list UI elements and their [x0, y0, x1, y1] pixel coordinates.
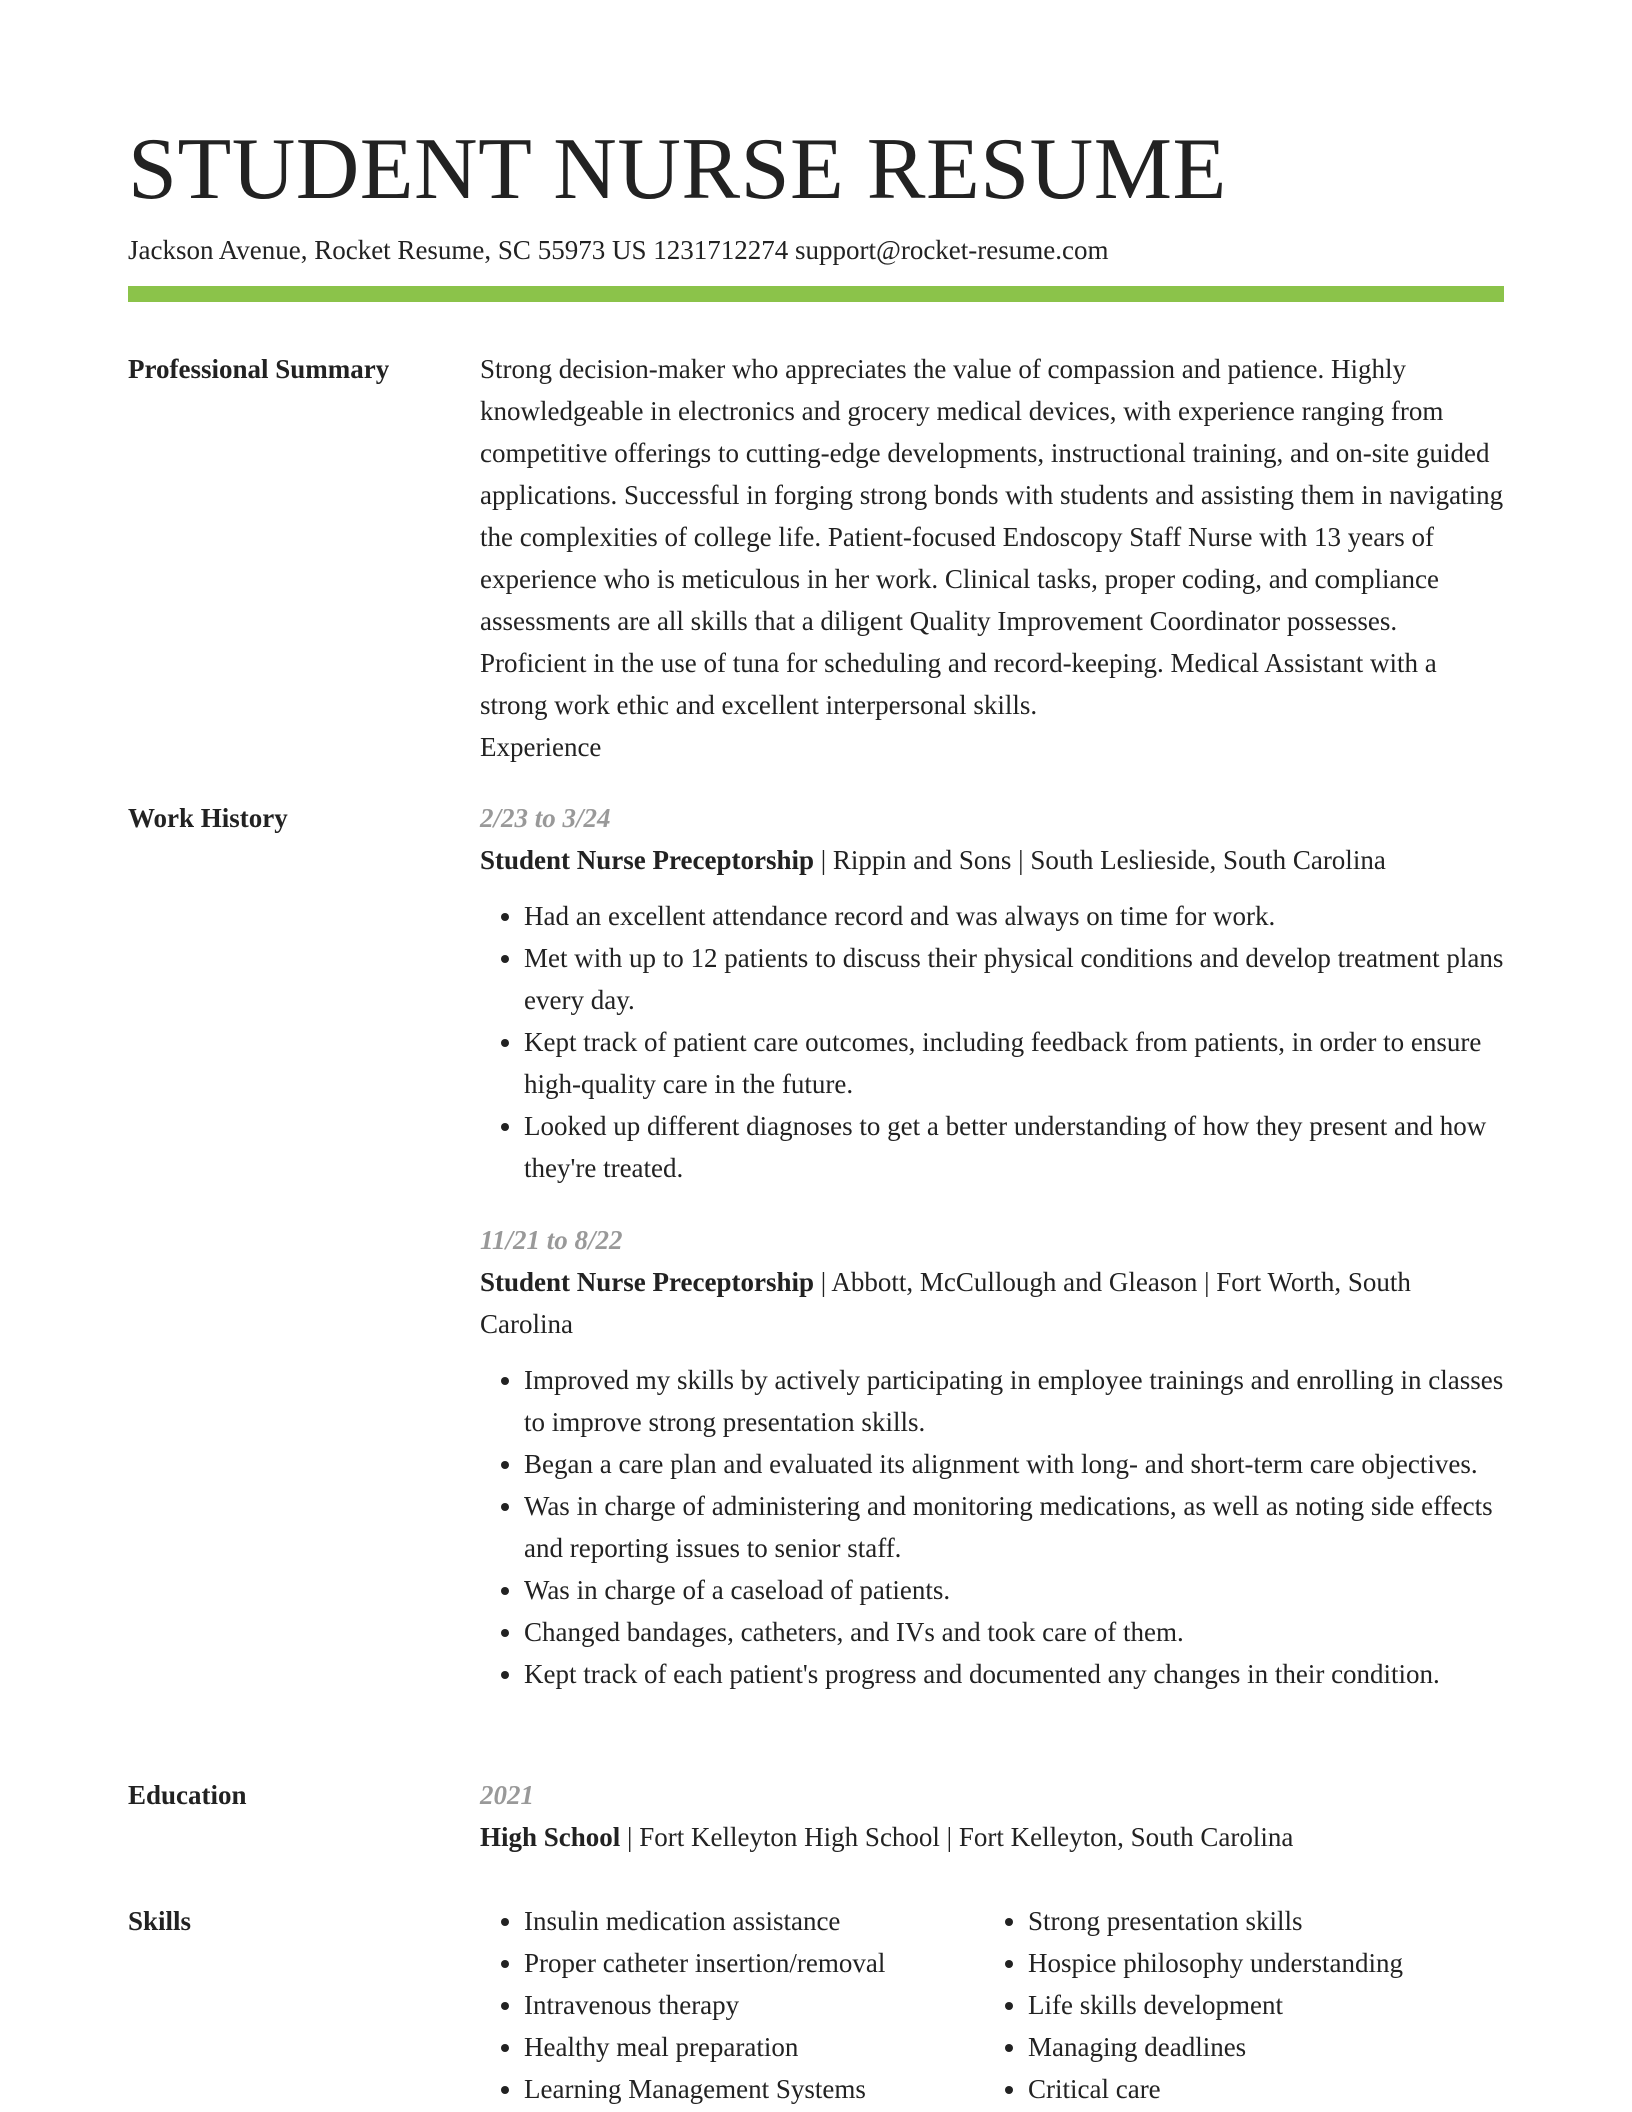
list-item: • Hospice philosophy understanding: [1028, 1942, 1488, 1984]
job-details: | Abbott, McCullough and Gleason | Fort Worth, South Carolina: [480, 1267, 1411, 1339]
list-item: • Managing deadlines: [1028, 2026, 1488, 2068]
summary-trailing-text: Experience: [480, 732, 602, 762]
education-date: 2021: [480, 1780, 534, 1810]
job-date: 2/23 to 3/24: [480, 803, 611, 833]
list-item: • Changed bandages, catheters, and IVs and took care of them.: [524, 1611, 1504, 1653]
skills-columns: [480, 1900, 1504, 2110]
list-item: • Insulin medication assistance: [524, 1900, 984, 1942]
skills-title: Skills: [128, 1906, 192, 1936]
job-entry: [480, 1219, 1504, 1695]
resume-name: STUDENT NURSE RESUME: [128, 121, 1227, 218]
list-item: • Intravenous therapy: [524, 1984, 984, 2026]
list-item: • Was in charge of administering and monitoring medications, as well as noting side effects and reporting issues to senior staff.: [524, 1485, 1504, 1569]
job-bullets: [480, 1359, 1504, 1695]
summary-text: Strong decision-maker who appreciates the value of compassion and patience. Highly knowledgeable in electronics and grocery medical devices, with experience ranging from competitive offerings to cutting-edge developments, instructional training, and on-site guided applications. Successful in forging strong bonds with students and assisting them in navigating the complexities of college life. Patient-focused Endoscopy Staff Nurse with 13 years of experience who is meticulous in her work. Clinical tasks, proper coding, and compliance assessments are all skills that a diligent Quality Improvement Coordinator possesses. Proficient in the use of tuna for scheduling and record-keeping. Medical Assistant with a strong work ethic and excellent interpersonal skills.: [480, 354, 1504, 720]
education-title: Education: [128, 1780, 247, 1810]
resume-header: [128, 118, 1504, 268]
skills-body: [480, 1900, 1504, 2110]
job-role: Student Nurse Preceptorship: [480, 1267, 814, 1297]
list-item: • Kept track of patient care outcomes, including feedback from patients, in order to ensure high-quality care in the future.: [524, 1021, 1504, 1105]
education-heading: [480, 1816, 1504, 1858]
job-entry: [480, 797, 1504, 1189]
skills-list-right: [984, 1900, 1488, 2110]
education-degree: High School: [480, 1822, 621, 1852]
list-item: • Life skills development: [1028, 1984, 1488, 2026]
list-item: • Began a care plan and evaluated its alignment with long- and short-term care objectives.: [524, 1443, 1504, 1485]
list-item: • Critical care: [1028, 2068, 1488, 2110]
list-item: • Kept track of each patient's progress and documented any changes in their condition.: [524, 1653, 1504, 1695]
summary-body: [480, 348, 1504, 768]
job-details: | Rippin and Sons | South Leslieside, South Carolina: [814, 845, 1386, 875]
skills-list-left: [480, 1900, 984, 2110]
education-details: | Fort Kelleyton High School | Fort Kelleyton, South Carolina: [620, 1822, 1294, 1852]
job-heading: [480, 839, 1504, 881]
list-item: • Proper catheter insertion/removal: [524, 1942, 984, 1984]
list-item: • Had an excellent attendance record and was always on time for work.: [524, 895, 1504, 937]
list-item: • Looked up different diagnoses to get a better understanding of how they present and how they're treated.: [524, 1105, 1504, 1189]
job-role: Student Nurse Preceptorship: [480, 845, 814, 875]
list-item: • Improved my skills by actively participating in employee trainings and enrolling in classes to improve strong presentation skills.: [524, 1359, 1504, 1443]
work-history-title: Work History: [128, 803, 288, 833]
job-heading: [480, 1261, 1504, 1345]
work-history-body: [480, 797, 1504, 1695]
job-date: 11/21 to 8/22: [480, 1225, 623, 1255]
list-item: • Learning Management Systems: [524, 2068, 984, 2110]
education-body: [480, 1774, 1504, 1858]
summary-title: Professional Summary: [128, 354, 390, 384]
list-item: • Healthy meal preparation: [524, 2026, 984, 2068]
job-bullets: [480, 895, 1504, 1189]
list-item: • Strong presentation skills: [1028, 1900, 1488, 1942]
list-item: • Was in charge of a caseload of patients.: [524, 1569, 1504, 1611]
contact-line: Jackson Avenue, Rocket Resume, SC 55973 US 1231712274 support@rocket-resume.com: [128, 235, 1109, 265]
list-item: • Met with up to 12 patients to discuss their physical conditions and develop treatment plans every day.: [524, 937, 1504, 1021]
header-divider: [128, 286, 1504, 302]
